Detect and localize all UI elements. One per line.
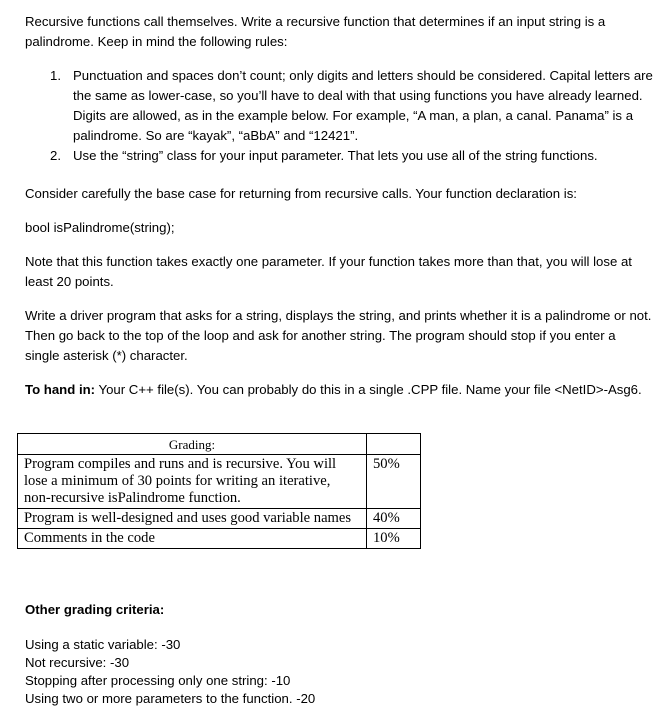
hand-in-text: Your C++ file(s). You can probably do this in a single .CPP file. Name your file <NetID>-Asg6. [95,382,642,397]
grading-header: Grading: [18,434,367,455]
penalty-item: Stopping after processing only one string: -10 [25,673,291,688]
rules-list [25,66,655,166]
weight-cell: 10% [367,529,421,549]
rule-item [25,146,655,166]
table-row [18,529,421,549]
other-grading-title: Other grading criteria: [25,602,165,617]
penalty-item: Using a static variable: -30 [25,637,181,652]
rule-number: 2. [50,148,61,163]
rule-item [25,66,655,146]
grading-table [17,433,421,549]
rule-number: 1. [50,68,61,83]
rule-text: Use the “string” class for your input parameter. That lets you use all of the string functions. [73,148,598,163]
grading-header-blank [367,434,421,455]
intro-paragraph: Recursive functions call themselves. Write a recursive function that determines if an input string is a palindrome. Keep in mind the following rules: [25,14,606,49]
penalty-item: Not recursive: -30 [25,655,130,670]
penalty-item: Using two or more parameters to the function. -20 [25,691,316,706]
base-case-paragraph: Consider carefully the base case for returning from recursive calls. Your function declaration is: [25,186,577,201]
hand-in-label: To hand in: [25,382,96,397]
parameter-note-paragraph: Note that this function takes exactly one parameter. If your function takes more than that, you will lose at least 20 points. [25,254,632,289]
function-declaration: bool isPalindrome(string); [25,220,175,235]
table-row [18,455,421,509]
weight-cell: 40% [367,509,421,529]
other-grading-section [25,600,625,708]
criterion-cell: Comments in the code [18,529,367,549]
driver-paragraph: Write a driver program that asks for a string, displays the string, and prints whether it is a palindrome or not. Then go back to the top of the loop and ask for another string. The program should stop if you enter a single asterisk (*) character. [25,308,652,363]
table-row [18,434,421,455]
weight-cell: 50% [367,455,421,509]
hand-in-paragraph [25,380,653,400]
criterion-cell: Program compiles and runs and is recursive. You will lose a minimum of 30 points for writing an iterative, non-recursive isPalindrome function. [18,455,367,509]
rule-text: Punctuation and spaces don’t count; only digits and letters should be considered. Capital letters are the same as lower-case, so you’ll have to deal with that using functions you have already learned. Digits are allowed, as in the example below. For example, “A man, a plan, a canal. Panama” is a palindrome. So are “kayak”, “aBbA” and “12421”. [73,68,653,143]
spacer [25,620,625,636]
criterion-cell: Program is well-designed and uses good variable names [18,509,367,529]
table-row [18,509,421,529]
